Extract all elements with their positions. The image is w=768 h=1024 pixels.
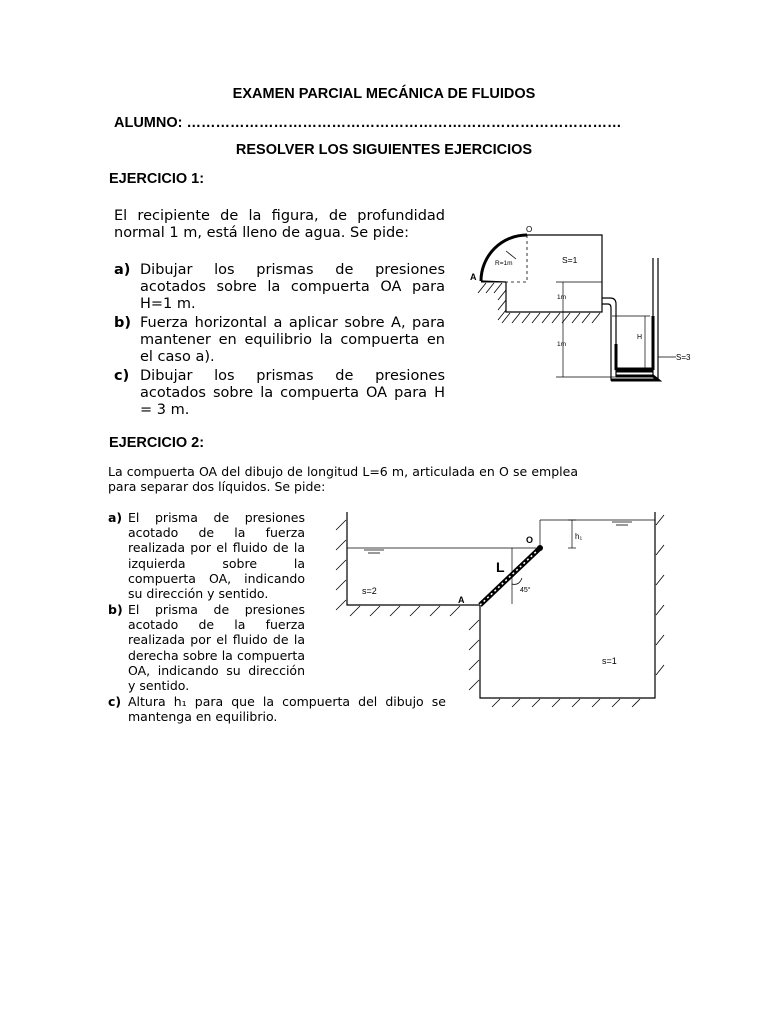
hatch-right-wall [656,515,664,675]
exercise-1-figure [455,190,715,390]
manometer-inner [602,258,658,380]
angle-arc [512,578,522,584]
exercise-2-figure [325,505,665,710]
radius-label: R=1m [495,260,513,267]
item-text: Dibujar los prismas de presiones acotados sobre la compuerta OA para H = 3 m. [140,368,445,418]
right-tank-wall [480,512,655,698]
hatch-left-wall [336,520,346,610]
exercise-1-heading: EJERCICIO 1: [109,171,205,187]
depth-1m-label-2: 1m [557,341,567,348]
point-a-label: A [458,595,465,605]
h1-label: h₁ [575,532,583,541]
hatch-right-floor [492,699,640,707]
h-label: H [637,334,643,341]
item-label: b) [108,602,123,617]
angle-label: 45° [520,587,531,594]
point-o-label: O [526,535,534,545]
point-o-label: O [526,225,533,234]
manometer-fluid-bottom [611,376,658,380]
hinge-o [537,545,543,551]
exercise-1-item-a [114,262,445,313]
length-label: L [496,559,505,575]
exercise-2-item-a [108,510,305,601]
exercise-2-intro: La compuerta OA del dibujo de longitud L=6 m, articulada en O se emplea para separar dos líquidos. Se pide: [108,464,578,494]
radius-pointer [506,251,516,259]
exercise-1-item-c [114,368,445,419]
exercise-1-item-b [114,315,445,366]
instructions-heading: RESOLVER LOS SIGUIENTES EJERCICIOS [235,142,533,158]
item-label: b) [114,315,132,331]
ground-hatch-left [478,283,506,320]
item-label: c) [108,694,122,709]
item-label: a) [108,510,123,525]
item-label: a) [114,262,131,278]
exam-title: EXAMEN PARCIAL MECÁNICA DE FLUIDOS [232,86,536,102]
curved-gate [481,235,527,281]
student-name-line: ALUMNO: ……………………………………………………………………………… [114,115,622,131]
point-a-label: A [470,272,477,282]
exercise-2-heading: EJERCICIO 2: [109,435,205,451]
tank-density-label: S=1 [562,255,578,265]
item-text: Dibujar los prismas de presiones acotados sobre la compuerta OA para H=1 m. [140,262,445,312]
item-text: El prisma de presiones acotado de la fuerza realizada por el fluido de la izquierda sobre la compuerta OA, indicando su dirección y sentido. [128,510,305,602]
right-fluid-density: s=1 [602,656,617,666]
manometer-density-label: S=3 [676,353,691,362]
exercise-1-intro: El recipiente de la figura, de profundidad normal 1 m, está lleno de agua. Se pide: [114,208,445,241]
left-fluid-density: s=2 [362,586,377,596]
item-text: Altura h₁ para que la compuerta del dibujo se mantenga en equilibrio. [128,694,446,725]
ground-hatch-bottom [502,313,600,323]
exercise-2-item-b [108,602,305,693]
item-label: c) [114,368,130,384]
depth-1m-label: 1m [557,294,567,301]
hatch-step-wall [469,620,479,690]
hatch-left-floor [350,606,460,616]
item-text: Fuerza horizontal a aplicar sobre A, para mantener en equilibrio la compuerta en el caso a). [140,315,445,365]
tank-outline [506,235,602,312]
item-text: El prisma de presiones acotado de la fuerza realizada por el fluido de la derecha sobre la compuerta OA, indicando su dirección y sentido. [128,602,305,694]
